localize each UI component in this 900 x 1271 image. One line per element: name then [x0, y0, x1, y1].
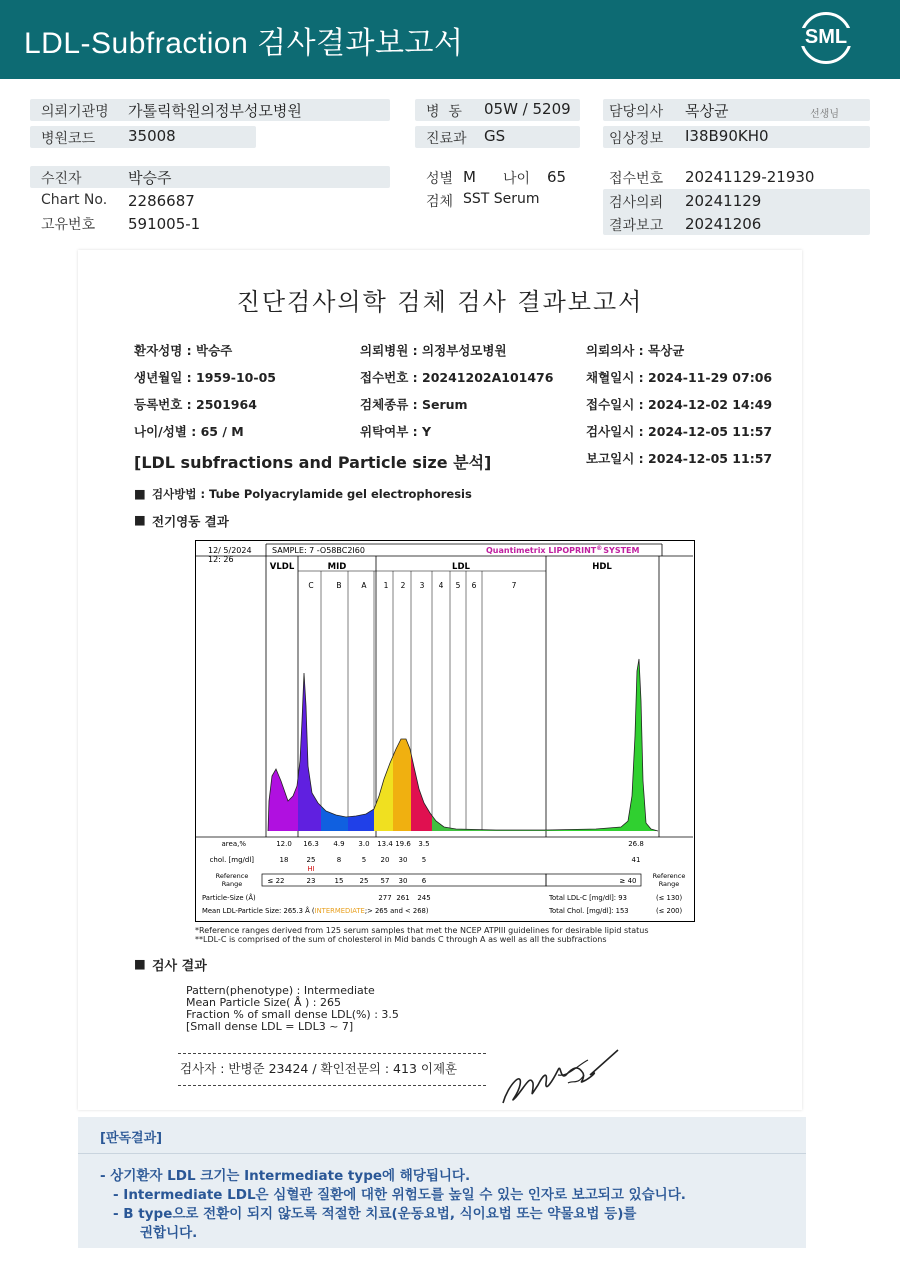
- doctor-label: 담당의사: [609, 104, 664, 120]
- band-label-2: 2: [400, 581, 406, 590]
- chart-band-labels: [308, 581, 516, 590]
- request-doctor: 의뢰의사 : 목상균: [586, 343, 685, 358]
- doctor-suffix: 선생님: [810, 109, 839, 120]
- electro-title: 전기영동 결과: [152, 514, 229, 529]
- chart-date: 12/ 5/2024: [208, 546, 252, 555]
- ref-value: 6: [421, 877, 427, 885]
- chart-sample: SAMPLE: 7 -O58BC2I60: [272, 546, 365, 555]
- result-pattern: Pattern(phenotype) : Intermediate: [186, 984, 375, 997]
- collection-time: 채혈일시 : 2024-11-29 07:06: [586, 370, 773, 385]
- chol-value: 20: [380, 856, 390, 864]
- band-label-4: 4: [438, 581, 444, 590]
- band-label-3: 3: [419, 581, 425, 590]
- report-time: 보고일시 : 2024-12-05 11:57: [586, 451, 773, 466]
- hdl-area-value: 26.8: [628, 840, 644, 848]
- receipt-time: 접수일시 : 2024-12-02 14:49: [586, 397, 773, 412]
- chol-label: chol. [mg/dl]: [209, 856, 254, 864]
- chol-value: 5: [421, 856, 427, 864]
- clinical-value: I38B90KH0: [685, 127, 769, 145]
- area-value: 3.0: [358, 840, 370, 848]
- area-value: 19.6: [395, 840, 411, 848]
- code-label: 병원코드: [41, 131, 96, 147]
- ref-value: 57: [380, 877, 390, 885]
- total-ldl-ref: (≤ 130): [656, 894, 683, 902]
- peak-segment-8: [268, 659, 658, 831]
- ref-label-right-2: Range: [658, 880, 680, 888]
- sign-rule-top: [178, 1053, 486, 1054]
- electro-bullet: ■: [134, 512, 146, 527]
- peak-segment-0: [268, 659, 658, 831]
- ward-value: 05W / 5209: [484, 100, 571, 118]
- ref-value: 15: [334, 877, 344, 885]
- dept-label: 진료과: [426, 131, 467, 147]
- total-chol-ref: (≤ 200): [656, 907, 683, 915]
- chart-grid: [266, 556, 659, 837]
- band-label-a: A: [361, 581, 367, 590]
- mean-label: Mean LDL-Particle Size: 265.3 Å (: [202, 907, 315, 915]
- chart-brand-sup: ®: [596, 545, 603, 552]
- judgement-title: [판독결과]: [100, 1131, 163, 1146]
- judgement-line-4: 권합니다.: [140, 1225, 198, 1241]
- specimen-type: 검체종류 : Serum: [360, 397, 468, 412]
- age-label: 나이: [503, 171, 531, 187]
- request-label: 검사의뢰: [609, 195, 664, 211]
- method-bullet: ■: [134, 486, 146, 501]
- band-label-7: 7: [511, 581, 517, 590]
- group-label-vldl: VLDL: [269, 562, 295, 572]
- unique-label: 고유번호: [41, 217, 96, 233]
- chol-value: 30: [398, 856, 408, 864]
- chart-table: [202, 840, 685, 915]
- peak-segment-1: [268, 659, 658, 831]
- chart-time: 12: 26: [208, 555, 234, 564]
- receipt-value: 20241129-21930: [685, 168, 815, 186]
- lipoprint-svg: [196, 541, 693, 920]
- chart-brand: [486, 545, 640, 555]
- band-label-c: C: [308, 581, 314, 590]
- group-label-hdl: HDL: [592, 562, 612, 572]
- chart-no-label: Chart No.: [41, 192, 108, 208]
- result-fraction: Fraction % of small dense LDL(%) : 3.5: [186, 1008, 399, 1021]
- peak-segment-6: [268, 659, 658, 831]
- ref-prefix: ≤ 22: [267, 877, 285, 885]
- particle-value: 245: [417, 894, 431, 902]
- report-header: [0, 0, 900, 79]
- result-small-dense: [Small dense LDL = LDL3 ~ 7]: [186, 1020, 354, 1033]
- method-text: 검사방법 : Tube Polyacrylamide gel electrophoresis: [152, 487, 472, 501]
- judgement-line-2: - Intermediate LDL은 심혈관 질환에 대한 위험도를 높일 수 있는 인자로 보고되고 있습니다.: [113, 1187, 686, 1203]
- band-label-1: 1: [383, 581, 389, 590]
- ref-value: 25: [359, 877, 369, 885]
- band-label-5: 5: [455, 581, 461, 590]
- paper-title: 진단검사의학 검체 검사 결과보고서: [236, 288, 644, 316]
- area-value: 13.4: [377, 840, 393, 848]
- mean-word: INTERMEDIATE: [314, 907, 365, 915]
- hospital-value: 가톨릭학원의정부성모병원: [128, 102, 302, 120]
- sml-logo-text: SML: [796, 28, 856, 46]
- ref-value: 23: [306, 877, 316, 885]
- sign-rule-bottom: [178, 1085, 486, 1086]
- total-chol: Total Chol. [mg/dl]: 153: [549, 907, 629, 915]
- chol-value: 8: [336, 856, 342, 864]
- judgement-divider: [78, 1153, 806, 1154]
- ref-label-left-1: Reference: [215, 872, 249, 880]
- result-mean-size: Mean Particle Size( Å ) : 265: [186, 996, 341, 1009]
- chol-value: 18: [279, 856, 289, 864]
- receipt-number: 접수번호 : 20241202A101476: [360, 370, 554, 385]
- lipoprint-chart: [195, 540, 695, 922]
- area-value: 12.0: [276, 840, 292, 848]
- ref-value: 30: [398, 877, 408, 885]
- chart-brand-name: Quantimetrix LIPOPRINT: [486, 546, 597, 555]
- particle-label: Particle-Size (Å): [202, 894, 256, 902]
- chart-brand-suffix: SYSTEM: [603, 546, 640, 555]
- result-title: 검사 결과: [152, 959, 207, 974]
- peak-outline: [268, 659, 658, 831]
- chart-group-labels: [270, 562, 613, 572]
- hi-flag: HI: [307, 865, 315, 873]
- judgement-line-3: - B type으로 전환이 되지 않도록 적절한 치료(운동요법, 식이요법 또는 약물요법 등)를: [113, 1206, 637, 1222]
- band-label-b: B: [336, 581, 342, 590]
- report-value: 20241206: [685, 215, 762, 233]
- specimen-label: 검체: [426, 194, 454, 210]
- sex-value: M: [463, 168, 476, 186]
- doctor-value: 목상균: [685, 102, 729, 120]
- group-label-mid: MID: [327, 562, 347, 572]
- hdl-chol-value: 41: [631, 856, 641, 864]
- area-value: 3.5: [418, 840, 430, 848]
- particle-value: 277: [378, 894, 392, 902]
- age-sex: 나이/성별 : 65 / M: [134, 424, 244, 439]
- ward-label: 병 동: [426, 104, 462, 120]
- birth-date: 생년월일 : 1959-10-05: [134, 370, 276, 385]
- patient-label: 수진자: [41, 171, 82, 187]
- request-hospital: 의뢰병원 : 의정부성모병원: [360, 343, 507, 358]
- test-time: 검사일시 : 2024-12-05 11:57: [586, 424, 773, 439]
- chol-value: 5: [361, 856, 367, 864]
- patient-value: 박승주: [128, 169, 172, 187]
- age-value: 65: [547, 168, 567, 186]
- peak-segment-2: [268, 659, 658, 831]
- clinical-label: 임상정보: [609, 131, 664, 147]
- consignment: 위탁여부 : Y: [360, 424, 432, 439]
- note-2: **LDL-C is comprised of the sum of cholesterol in Mid bands C through A as well as all the subfractions: [195, 935, 607, 944]
- chart-no-value: 2286687: [128, 192, 195, 210]
- total-ldl: Total LDL-C [mg/dl]: 93: [549, 894, 627, 902]
- registration-number: 등록번호 : 2501964: [134, 397, 257, 412]
- ref-label-right-1: Reference: [652, 872, 686, 880]
- patient-name: 환자성명 : 박승주: [134, 343, 233, 358]
- result-bullet: ■: [134, 956, 146, 971]
- analysis-title: [LDL subfractions and Particle size 분석]: [134, 453, 492, 472]
- sex-label: 성별: [426, 171, 454, 187]
- doctor-signature: [498, 1045, 623, 1110]
- chart-peaks: [268, 659, 658, 831]
- report-title: LDL-Subfraction 검사결과보고서: [24, 27, 464, 60]
- report-label: 결과보고: [609, 218, 664, 234]
- judgement-line-1: - 상기환자 LDL 크기는 Intermediate type에 해당됩니다.: [100, 1168, 471, 1184]
- mean-particle-size: [202, 906, 429, 915]
- note-1: *Reference ranges derived from 125 serum samples that met the NCEP ATPIII guidelines for desirable lipid status: [195, 926, 649, 935]
- receipt-label: 접수번호: [609, 171, 664, 187]
- chol-value: 25: [306, 856, 316, 864]
- peak-segment-4: [268, 659, 658, 831]
- area-value: 4.9: [333, 840, 345, 848]
- patient-row-bg: [30, 166, 390, 188]
- unique-value: 591005-1: [128, 215, 201, 233]
- specimen-value: SST Serum: [463, 191, 540, 207]
- particle-value: 261: [396, 894, 410, 902]
- band-label-6: 6: [471, 581, 477, 590]
- mean-tail: ;> 265 and < 268): [364, 907, 429, 915]
- peak-segment-3: [268, 659, 658, 831]
- peak-segment-5: [268, 659, 658, 831]
- hdl-ref-value: ≥ 40: [619, 877, 637, 885]
- signer-line: 검사자 : 반병준 23424 / 확인전문의 : 413 이제훈: [180, 1061, 458, 1076]
- group-label-ldl: LDL: [452, 562, 470, 572]
- area-label: area,%: [221, 840, 246, 848]
- hospital-label: 의뢰기관명: [41, 104, 109, 120]
- ref-label-left-2: Range: [221, 880, 243, 888]
- code-value: 35008: [128, 127, 176, 145]
- request-value: 20241129: [685, 192, 762, 210]
- area-value: 16.3: [303, 840, 319, 848]
- dept-value: GS: [484, 127, 506, 145]
- peak-segment-7: [268, 659, 658, 831]
